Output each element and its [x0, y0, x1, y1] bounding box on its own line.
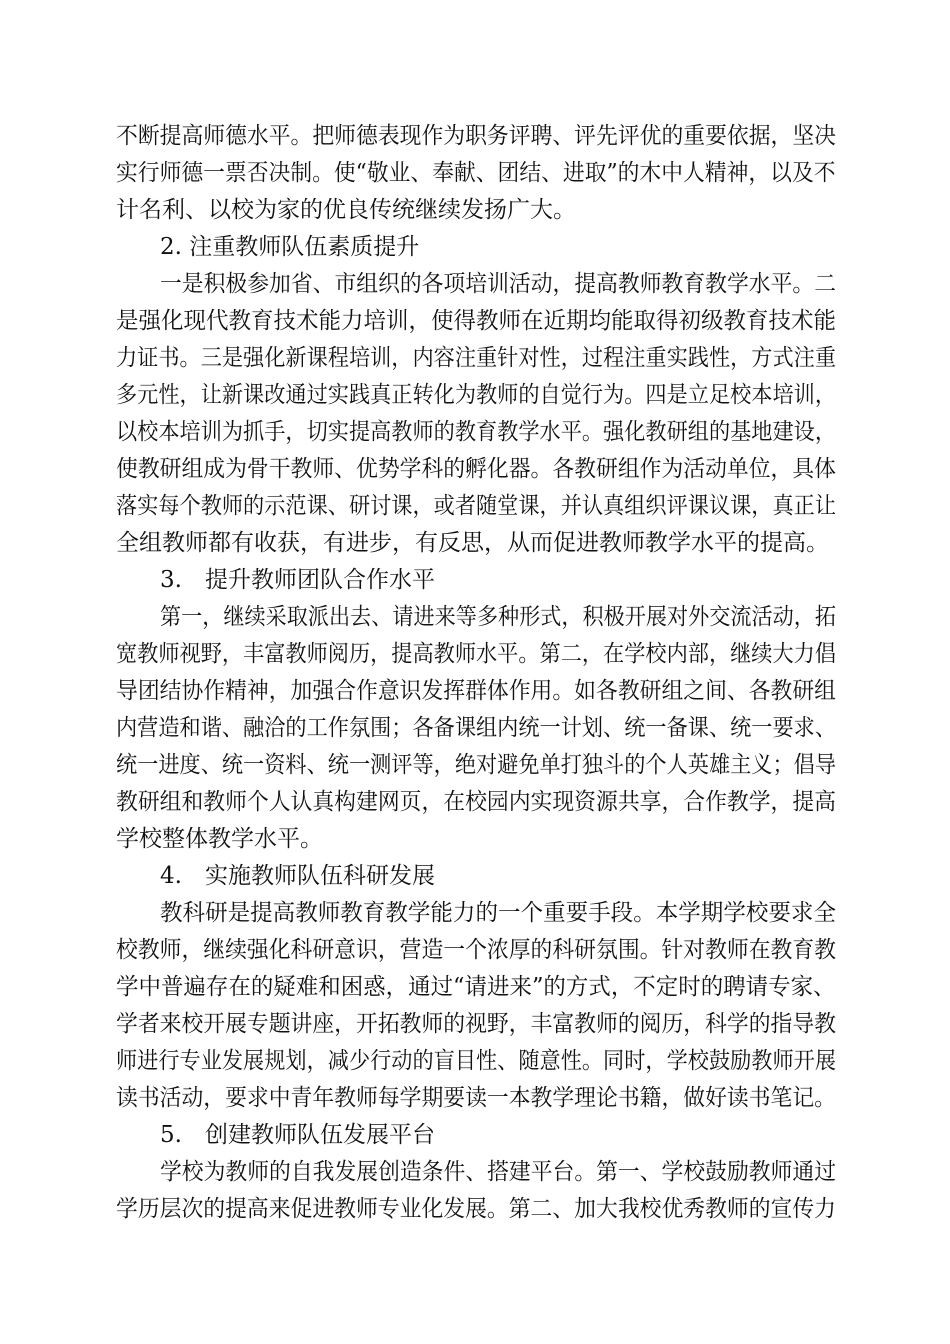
text-line: 使教研组成为骨干教师、优势学科的孵化器。各教研组作为活动单位，具体: [116, 456, 836, 482]
text-line: 教科研是提高教师教育教学能力的一个重要手段。本学期学校要求全: [160, 900, 836, 926]
text-line: 多元性，让新课改通过实践真正转化为教师的自觉行为。四是立足校本培训，: [116, 382, 836, 408]
text-line: 师进行专业发展规划，减少行动的盲目性、随意性。同时，学校鼓励教师开展: [116, 1048, 836, 1074]
text-line: 统一进度、统一资料、统一测评等，绝对避免单打独斗的个人英雄主义；倡导: [116, 752, 836, 778]
text-line: 读书活动，要求中青年教师每学期要读一本教学理论书籍，做好读书笔记。: [116, 1085, 836, 1111]
text-line: 宽教师视野，丰富教师阅历，提高教师水平。第二，在学校内部，继续大力倡: [116, 641, 836, 667]
text-line: 力证书。三是强化新课程培训，内容注重针对性，过程注重实践性，方式注重: [116, 345, 836, 371]
section-heading: 3. 提升教师团队合作水平: [160, 567, 435, 593]
text-line: 学校整体教学水平。: [116, 826, 323, 852]
text-line: 学历层次的提高来促进教师专业化发展。第二、加大我校优秀教师的宣传力: [116, 1196, 836, 1222]
text-line: 落实每个教师的示范课、研讨课，或者随堂课，并认真组织评课议课，真正让: [116, 493, 836, 519]
text-line: 校教师，继续强化科研意识，营造一个浓厚的科研氛围。针对教师在教育教: [116, 937, 836, 963]
text-line: 是强化现代教育技术能力培训，使得教师在近期均能取得初级教育技术能: [116, 308, 836, 334]
text-line: 内营造和谐、融洽的工作氛围；各备课组内统一计划、统一备课、统一要求、: [116, 715, 836, 741]
section-heading: 5. 创建教师队伍发展平台: [160, 1122, 435, 1148]
text-line: 导团结协作精神，加强合作意识发挥群体作用。如各教研组之间、各教研组: [116, 678, 836, 704]
text-line: 全组教师都有收获，有进步，有反思，从而促进教师教学水平的提高。: [116, 530, 829, 556]
section-heading: 4. 实施教师队伍科研发展: [160, 863, 435, 889]
text-line: 以校本培训为抓手，切实提高教师的教育教学水平。强化教研组的基地建设，: [116, 419, 836, 445]
text-line: 一是积极参加省、市组织的各项培训活动，提高教师教育教学水平。二: [160, 271, 836, 297]
text-line: 第一，继续采取派出去、请进来等多种形式，积极开展对外交流活动，拓: [160, 604, 836, 630]
text-line: 不断提高师德水平。把师德表现作为职务评聘、评先评优的重要依据，坚决: [116, 123, 836, 149]
text-line: 学者来校开展专题讲座，开拓教师的视野，丰富教师的阅历，科学的指导教: [116, 1011, 836, 1037]
text-line: 学校为教师的自我发展创造条件、搭建平台。第一、学校鼓励教师通过: [160, 1159, 836, 1185]
text-line: 学中普遍存在的疑难和困惑，通过“请进来”的方式，不定时的聘请专家、: [116, 974, 836, 1000]
text-line: 教研组和教师个人认真构建网页，在校园内实现资源共享，合作教学，提高: [116, 789, 836, 815]
section-heading: 2. 注重教师队伍素质提升: [160, 234, 420, 260]
text-line: 计名利、以校为家的优良传统继续发扬广大。: [116, 197, 576, 223]
text-line: 实行师德一票否决制。使“敬业、奉献、团结、进取”的木中人精神，以及不: [116, 160, 836, 186]
